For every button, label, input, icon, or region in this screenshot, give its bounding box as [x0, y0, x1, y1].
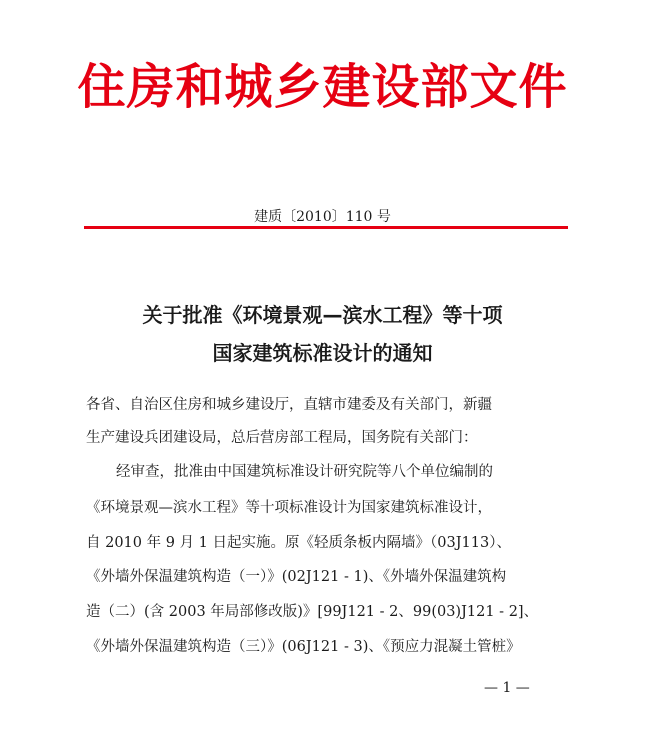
- body-line: 《环境景观—滨水工程》等十项标准设计为国家建筑标准设计，: [86, 500, 492, 516]
- notice-title-line-1: 关于批准《环境景观—滨水工程》等十项: [142, 303, 503, 327]
- body-line: 生产建设兵团建设局，总后营房部工程局，国务院有关部门：: [86, 430, 478, 446]
- notice-title-line-2: 国家建筑标准设计的通知: [212, 341, 433, 365]
- page-number: — 1 —: [484, 680, 530, 696]
- body-line: 《外墙外保温建筑构造（三）》(06J121 - 3)、《预应力混凝土管桩》: [86, 639, 521, 655]
- body-line: 经审查，批准由中国建筑标准设计研究院等八个单位编制的: [116, 464, 493, 480]
- document-number: 建质〔2010〕110 号: [254, 209, 391, 225]
- body-line: 各省、自治区住房和城乡建设厅，直辖市建委及有关部门，新疆: [86, 397, 492, 413]
- body-line: 造（二）(含 2003 年局部修改版)》[99J121 - 2、99(03)J121 - 2]、: [86, 604, 539, 620]
- body-line: 《外墙外保温建筑构造（一）》(02J121 - 1)、《外墙外保温建筑构: [86, 569, 507, 585]
- body-line: 自 2010 年 9 月 1 日起实施。原《轻质条板内隔墙》（03J113）、: [86, 535, 511, 551]
- masthead-title: 住房和城乡建设部文件: [77, 59, 568, 115]
- red-divider: [84, 226, 568, 229]
